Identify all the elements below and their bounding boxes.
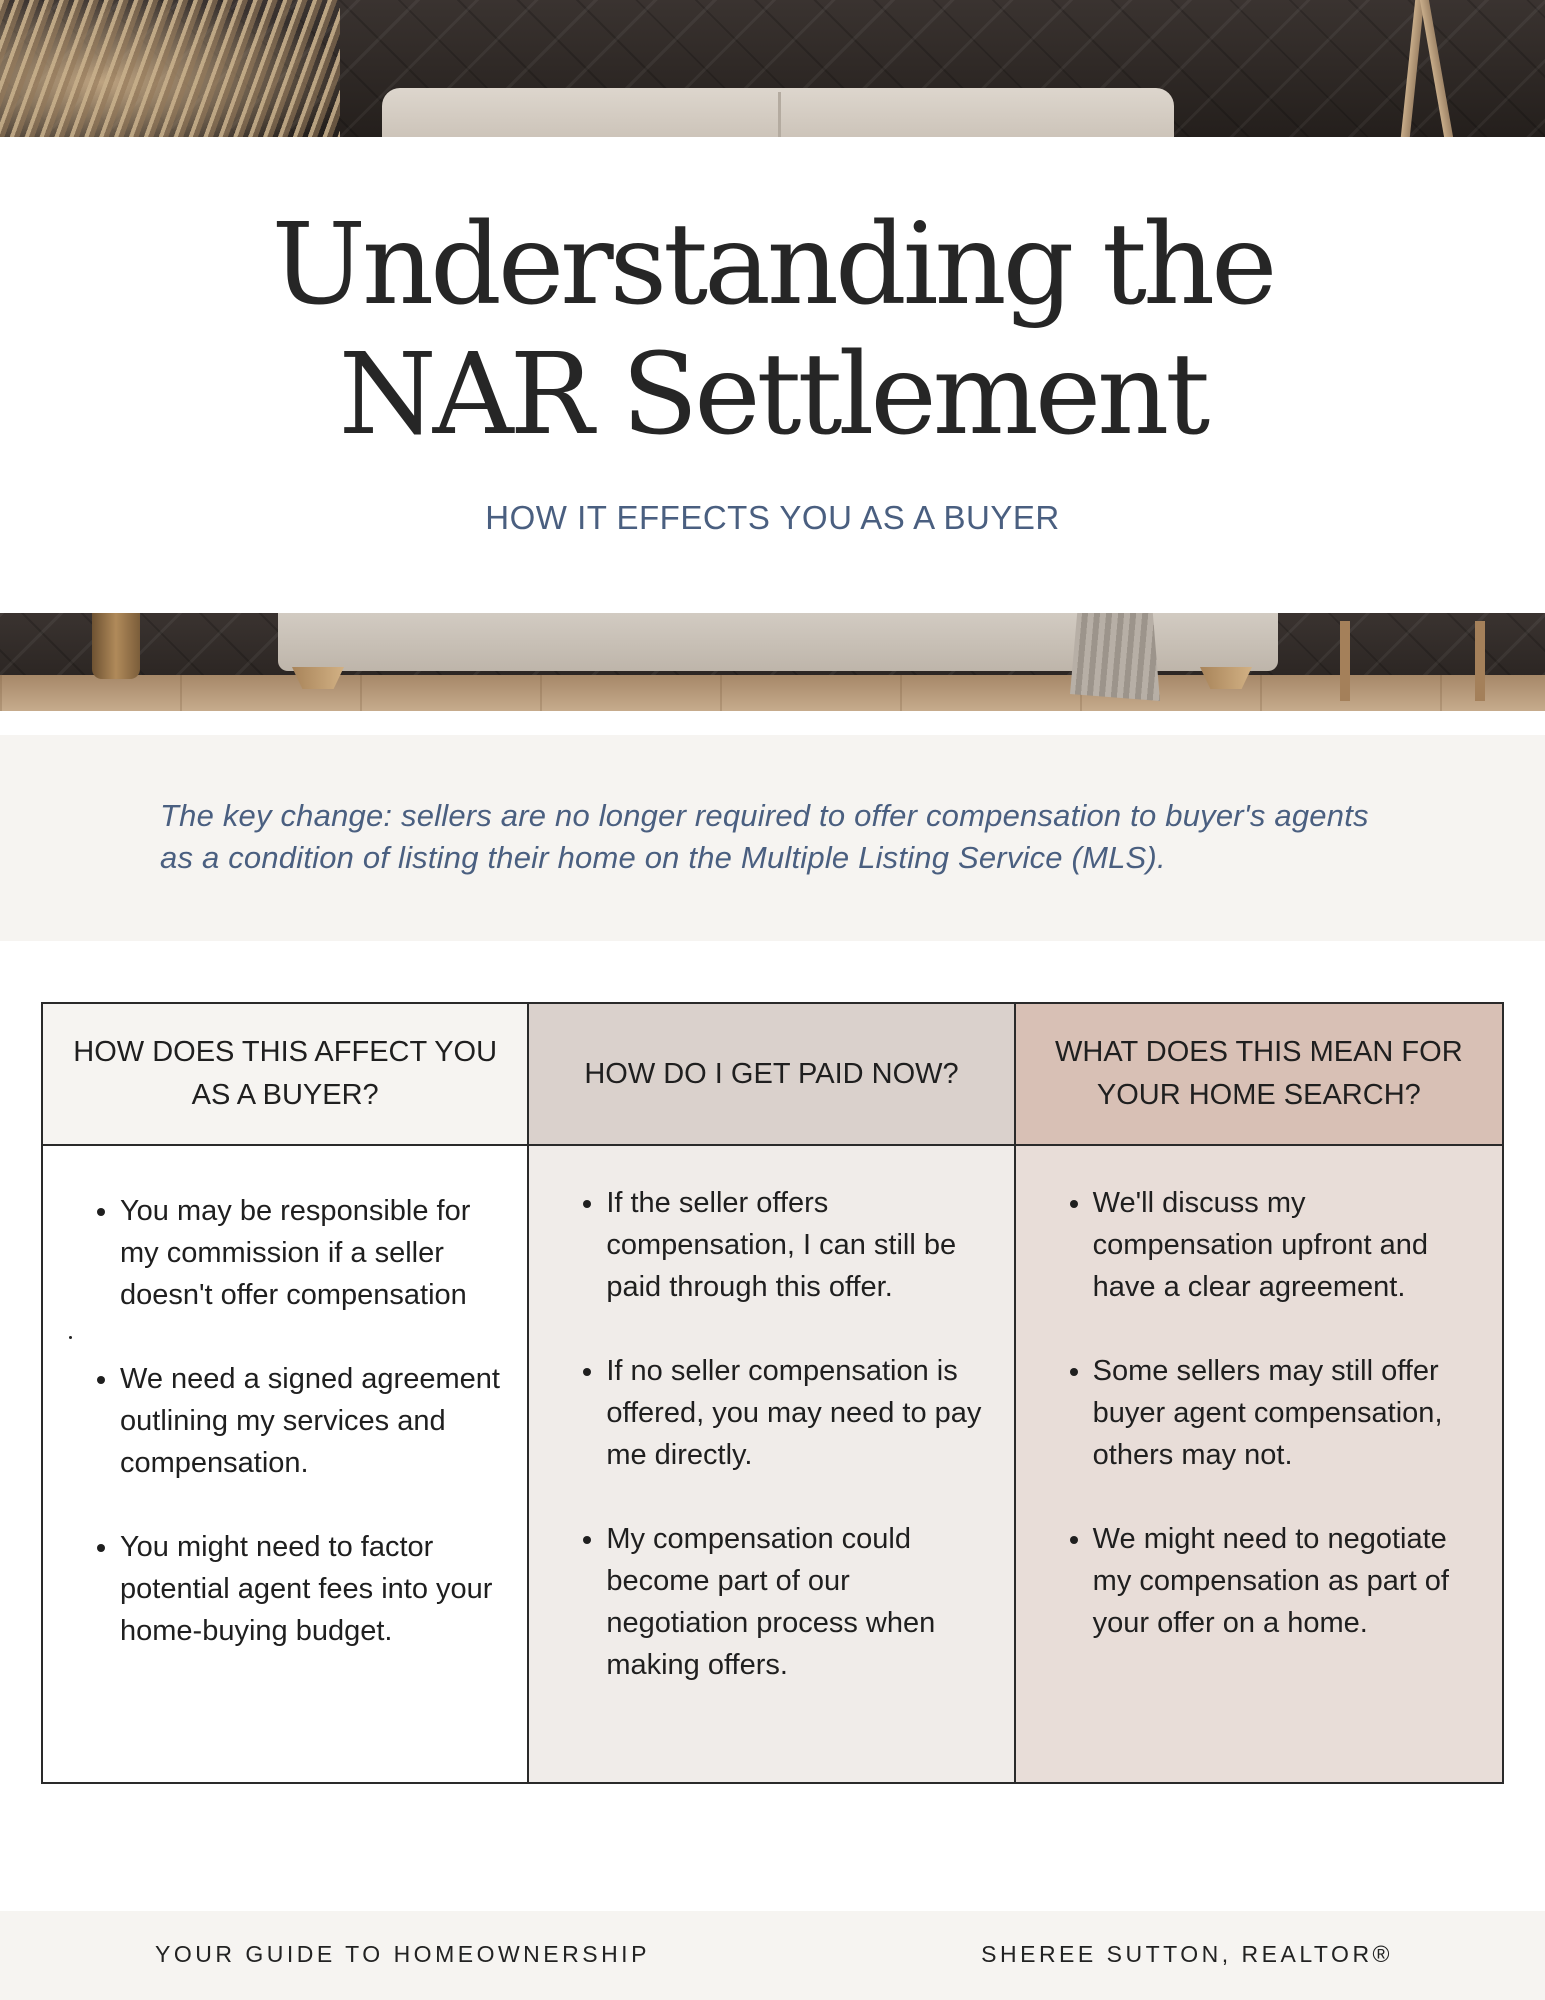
header-photo-top <box>0 0 1545 137</box>
list-item: • We need a signed agreement outlining my services and compensation. <box>120 1358 507 1484</box>
footer-tagline: YOUR GUIDE TO HOMEOWNERSHIP <box>155 1941 650 1967</box>
stool-leg <box>1475 621 1485 701</box>
column-body-payment <box>529 1146 1015 1782</box>
column-header-payment: HOW DO I GET PAID NOW? <box>529 1004 1015 1146</box>
list-item: • If no seller compensation is offered, you may need to pay me directly. <box>606 1350 993 1476</box>
stray-dot <box>69 1336 72 1339</box>
bullet-list <box>529 1146 1013 1686</box>
page-title <box>0 200 1545 460</box>
footer-agent-name: SHEREE SUTTON, REALTOR® <box>981 1941 1393 1967</box>
list-item: • If the seller offers compensation, I can still be paid through this offer. <box>606 1182 993 1308</box>
brass-vase <box>92 613 140 679</box>
title-line-1: Understanding the <box>271 200 1274 330</box>
throw-blanket <box>1070 613 1160 701</box>
page-footer <box>0 1911 1545 2000</box>
column-header-home-search: WHAT DOES THIS MEAN FOR YOUR HOME SEARCH? <box>1016 1004 1502 1146</box>
list-item: • Some sellers may still offer buyer agent compensation, others may not. <box>1093 1350 1482 1476</box>
page-subtitle: HOW IT EFFECTS YOU AS A BUYER <box>485 499 1060 536</box>
sofa-seam <box>778 92 781 137</box>
list-item: • We might need to negotiate my compensation as part of your offer on a home. <box>1093 1518 1482 1644</box>
info-table <box>41 1002 1504 1784</box>
wood-floor <box>0 675 1545 711</box>
pampas-grass <box>0 0 340 137</box>
list-item: • We'll discuss my compensation upfront and have a clear agreement. <box>1093 1182 1482 1308</box>
bullet-list <box>43 1146 527 1652</box>
column-body-home-search <box>1016 1146 1502 1782</box>
list-item: • You might need to factor potential agent fees into your home-buying budget. <box>120 1526 507 1652</box>
stool-leg <box>1340 621 1350 701</box>
column-header-buyer-impact: HOW DOES THIS AFFECT YOU AS A BUYER? <box>43 1004 529 1146</box>
key-change-callout <box>0 735 1545 941</box>
list-item: • You may be responsible for my commission if a seller doesn't offer compensation <box>120 1190 507 1316</box>
key-change-text: The key change: sellers are no longer required to offer compensation to buyer's agents as a condition of listing their home on the Multiple Listing Service (MLS). <box>160 798 1369 875</box>
list-item: • My compensation could become part of our negotiation process when making offers. <box>606 1518 993 1686</box>
column-body-buyer-impact <box>43 1146 529 1782</box>
bullet-list <box>1016 1146 1502 1644</box>
title-line-2: NAR Settlement <box>338 330 1207 460</box>
header-photo-bottom <box>0 613 1545 711</box>
